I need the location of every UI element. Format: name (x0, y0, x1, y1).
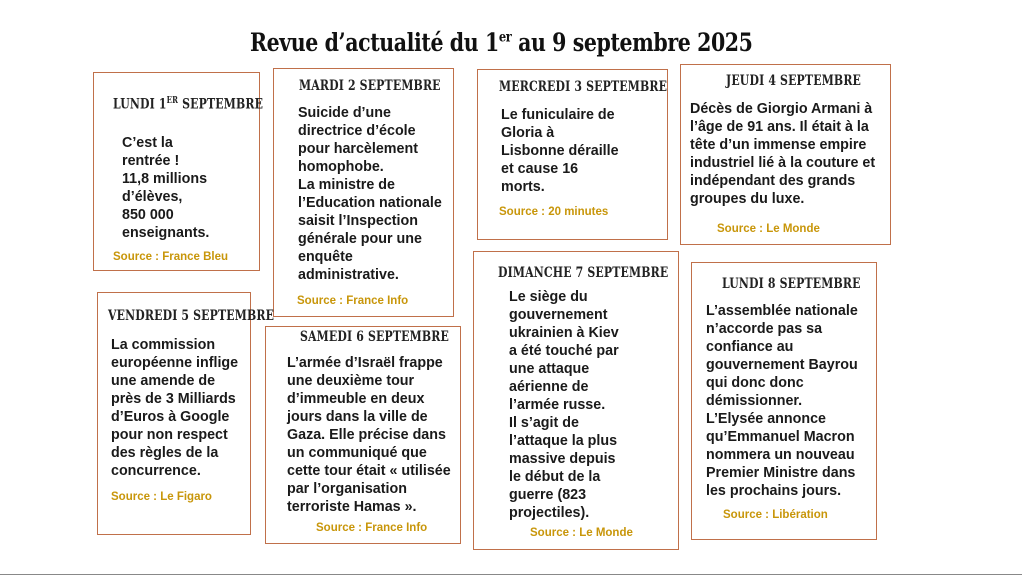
card-text: Suicide d’une directrice d’école pour harcèlement homophobe. La ministre de l’Education nationale saisit l’Inspection générale pour une enquête administrative. (298, 105, 442, 283)
card-text: Le siège du gouvernement ukrainien à Kiev a été touché par une attaque aérienne de l’armée russe. Il s’agit de l’attaque la plus massive depuis le début de la guerre (823 projectiles). (509, 289, 619, 521)
card-day-heading: SAMEDI 6 SEPTEMBRE (300, 329, 449, 345)
card-source: Source : Le Figaro (111, 491, 212, 503)
card-text: Décès de Giorgio Armani à l’âge de 91 ans. Il était à la tête d’un immense empire industriel lié à la couture et indépendant des grands groupes du luxe. (690, 101, 876, 207)
card-day-heading: LUNDI 8 SEPTEMBRE (722, 276, 861, 292)
card-source: Source : Le Monde (530, 527, 633, 539)
card-source: Source : 20 minutes (499, 206, 609, 218)
card-source: Source : France Info (316, 522, 428, 534)
card-text: Le funiculaire de Gloria à Lisbonne déraille et cause 16 morts. (501, 107, 619, 195)
card-text: C’est la rentrée ! 11,8 millions d’élèves, 850 000 enseignants. (122, 135, 210, 241)
card-source: Source : France Info (297, 295, 409, 307)
card-day-heading: MARDI 2 SEPTEMBRE (299, 78, 441, 94)
card-source: Source : Libération (723, 509, 828, 521)
card-day-heading: VENDREDI 5 SEPTEMBRE (108, 308, 275, 324)
card-text: L’assemblée nationale n’accorde pas sa confiance au gouvernement Bayrou qui donc donc démissionner. L’Elysée annonce qu’Emmanuel Macron nommera un nouveau Premier Ministre dans les prochains jours. (706, 303, 858, 499)
card-day-heading: LUNDI 1ER SEPTEMBRE (113, 96, 264, 113)
card-source: Source : France Bleu (113, 251, 229, 263)
page-bottom-divider (0, 574, 1022, 575)
card-text: L’armée d’Israël frappe une deuxième tour d’immeuble en deux jours dans la ville de Gaza. Elle précise dans un communiqué que cette tour était « utilisée par l’organisation terroriste Hamas ». (287, 355, 451, 515)
page-title: Revue d’actualité du 1er au 9 septembre 2025 (250, 28, 753, 57)
card-day-heading: MERCREDI 3 SEPTEMBRE (499, 79, 668, 95)
card-day-heading: JEUDI 4 SEPTEMBRE (726, 73, 862, 89)
card-text: La commission européenne inflige une amende de près de 3 Milliards d’Euros à Google pour non respect des règles de la concurrence. (111, 337, 239, 479)
card-source: Source : Le Monde (717, 223, 820, 235)
card-day-heading: DIMANCHE 7 SEPTEMBRE (498, 265, 669, 281)
